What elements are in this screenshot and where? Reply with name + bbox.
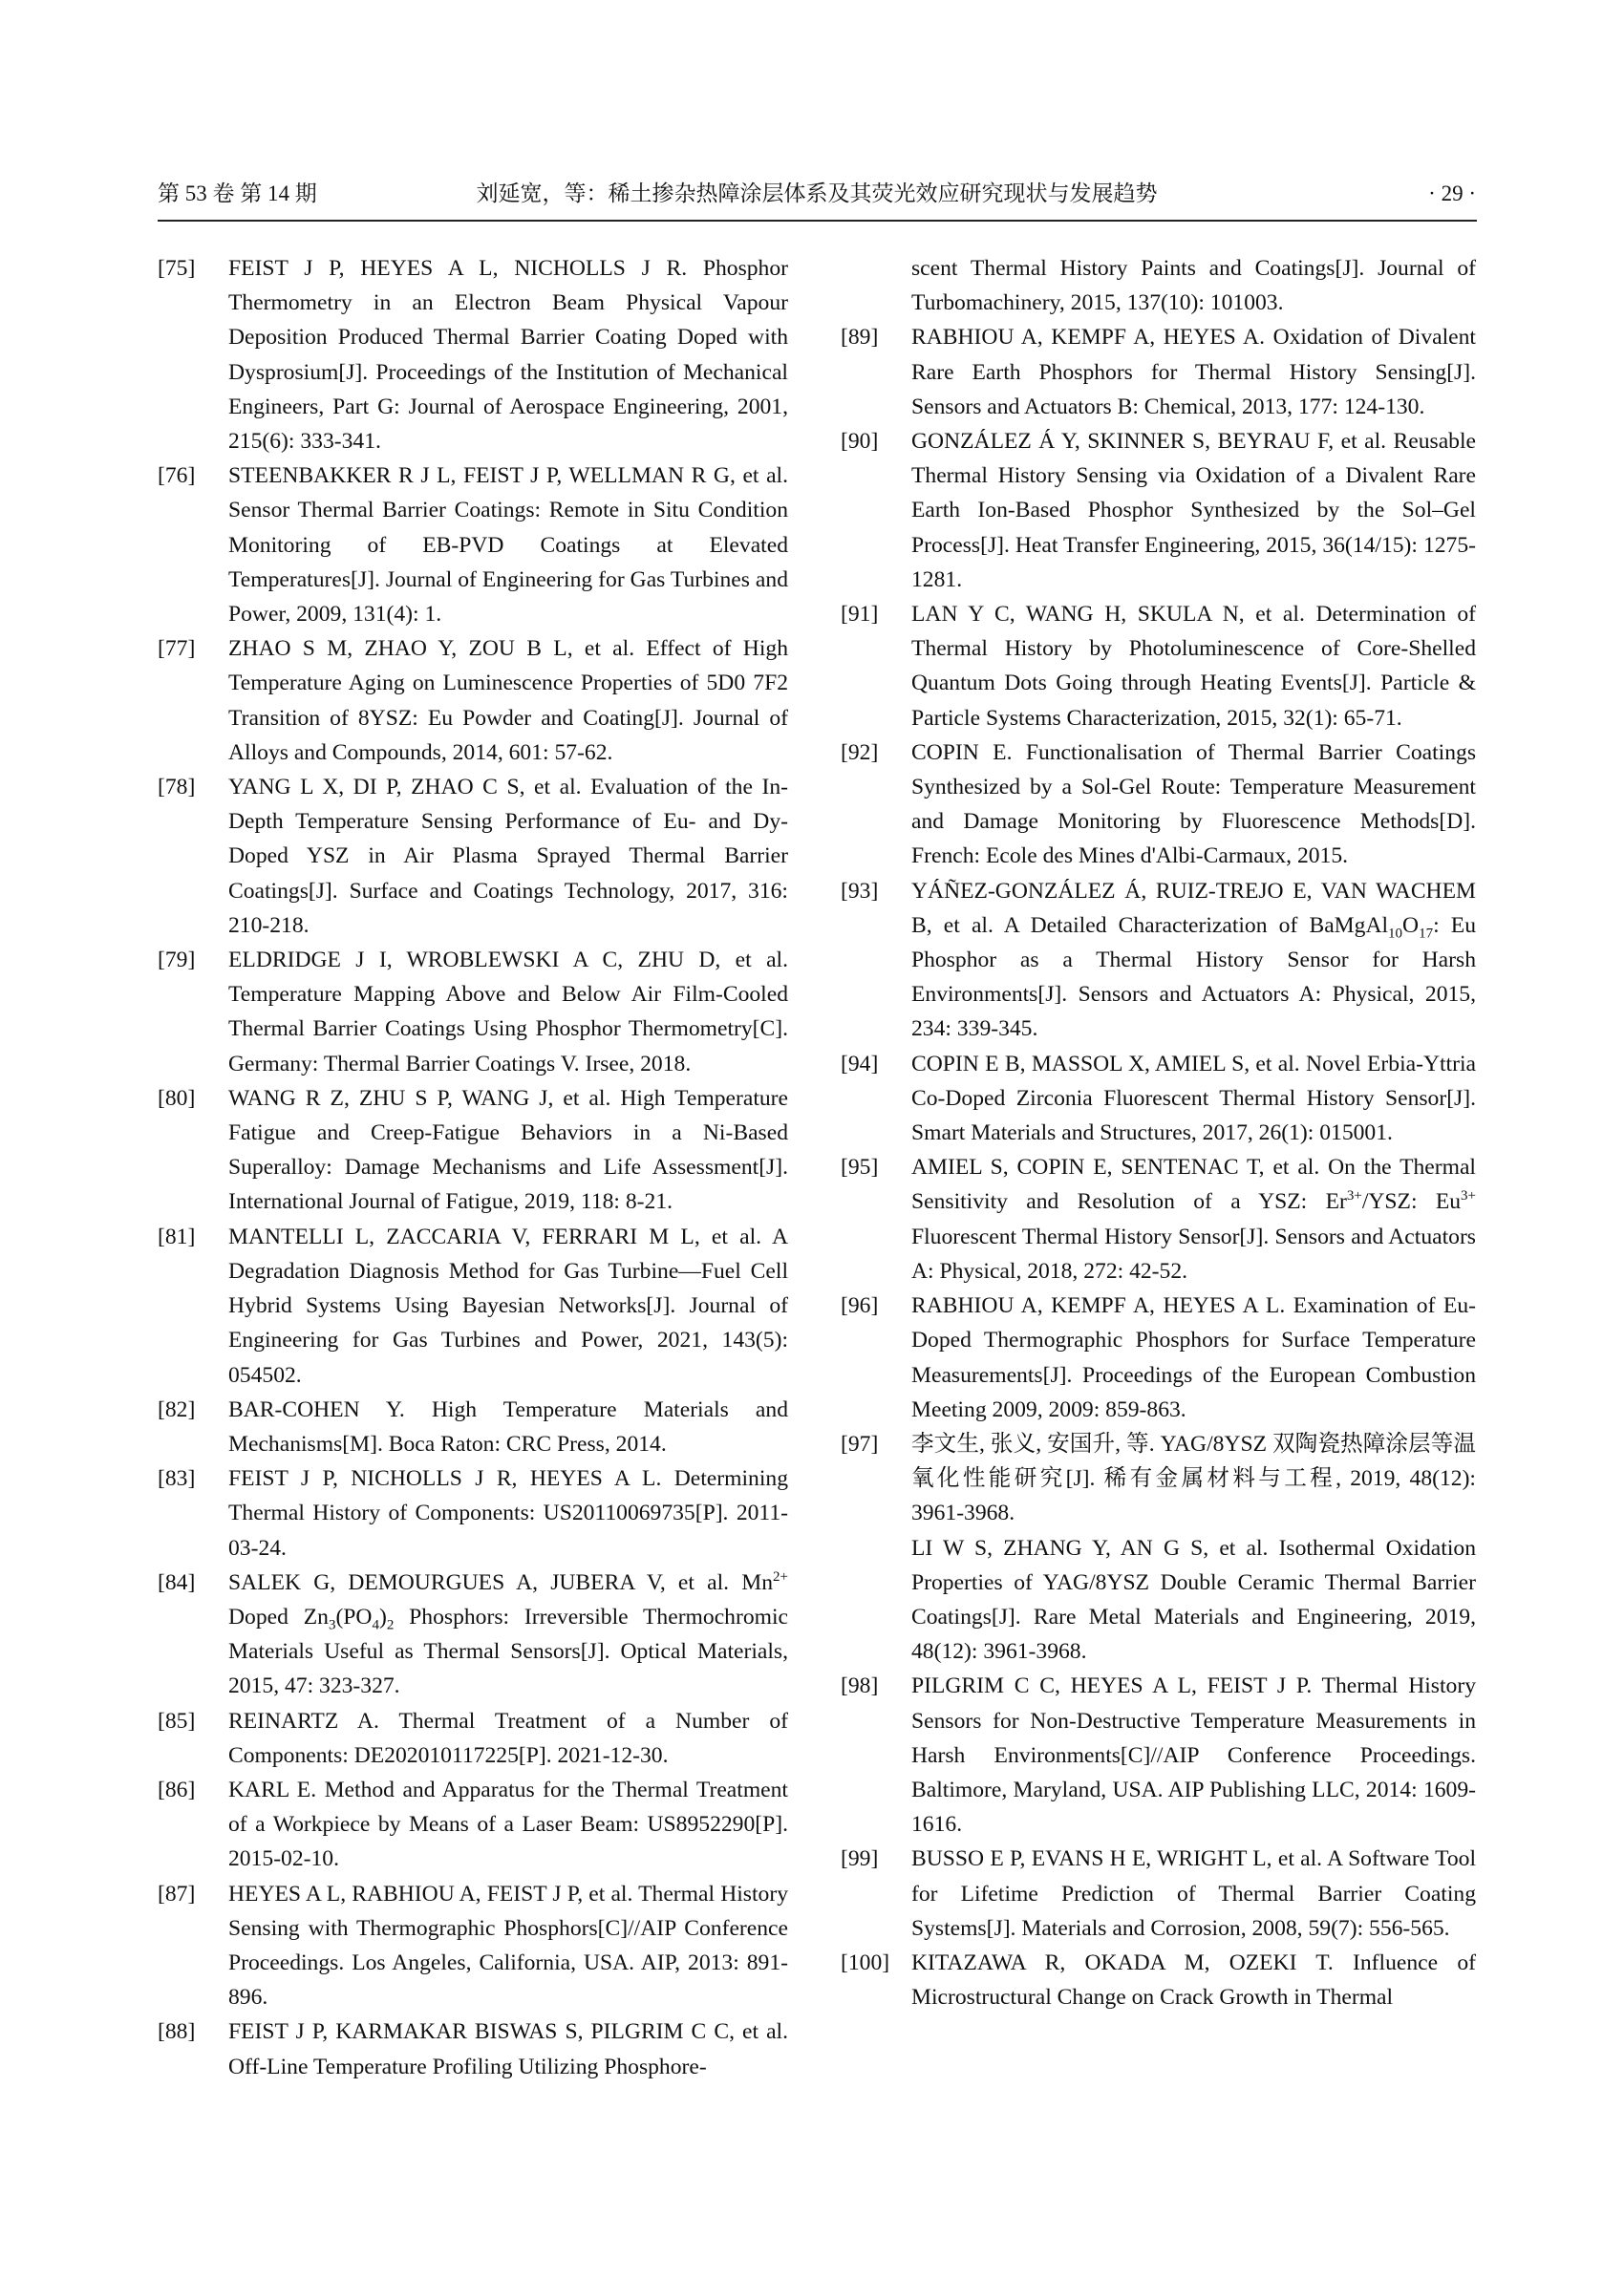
reference-text: SALEK G, DEMOURGUES A, JUBERA V, et al. $Mn^{2+}$ Doped $Zn_3(PO_4)_2$ Phosphors: Irreversible Thermochromic Materials Useful as Thermal Sensors[J]. Optical Materials, 2015, 47: 323-327.	[228, 1568, 789, 1699]
reference-text: STEENBAKKER R J L, FEIST J P, WELLMAN R G, et al. Sensor Thermal Barrier Coatings: Remote in Situ Condition Monitoring of EB-PVD Coatings at Elevated Temperatures[J]. Journal of Engineering for Gas Turbines and Power, 2009, 131(4): 1.	[228, 463, 788, 628]
reference-column-right	[841, 251, 1476, 2014]
reference-text: HEYES A L, RABHIOU A, FEIST J P, et al. Thermal History Sensing with Thermographic Phosphors[C]//AIP Conference Proceedings. Los Angeles, California, USA. AIP, 2013: 891-896.	[228, 1881, 788, 2011]
reference-number: [93]	[841, 878, 879, 904]
reference-number: [79]	[158, 948, 196, 973]
reference-item-translation	[841, 1531, 1476, 1670]
reference-number: [83]	[158, 1466, 196, 1492]
reference-item	[158, 458, 788, 631]
reference-item	[841, 1842, 1476, 1946]
reference-item	[841, 1047, 1476, 1151]
reference-item	[158, 1461, 788, 1566]
reference-number: [85]	[158, 1708, 196, 1734]
reference-item	[841, 424, 1476, 597]
reference-item	[841, 320, 1476, 424]
reference-number: [98]	[841, 1673, 879, 1699]
reference-item	[158, 1393, 788, 1461]
reference-item	[841, 1289, 1476, 1427]
reference-number: [75]	[158, 256, 196, 281]
reference-number: [77]	[158, 636, 196, 662]
running-header	[158, 178, 1476, 218]
reference-text: 李文生, 张义, 安国升, 等. YAG/8YSZ 双陶瓷热障涂层等温氧化性能研究[J]. 稀有金属材料与工程, 2019, 48(12): 3961-3968.	[911, 1431, 1476, 1526]
reference-text: RABHIOU A, KEMPF A, HEYES A L. Examination of Eu-Doped Thermographic Phosphors for Surface Temperature Measurements[J]. Proceedings of the European Combustion Meeting 2009, 2009: 859-863.	[911, 1293, 1476, 1422]
reference-item	[841, 1946, 1476, 2014]
reference-number: [92]	[841, 739, 879, 765]
reference-number: [89]	[841, 325, 879, 351]
reference-number: [97]	[841, 1431, 879, 1457]
reference-text: WANG R Z, ZHU S P, WANG J, et al. High Temperature Fatigue and Creep-Fatigue Behaviors in a Ni-Based Superalloy: Damage Mechanisms and Life Assessment[J]. International Journal of Fatigue, 2019, 118: 8-21.	[228, 1085, 788, 1215]
reference-text: COPIN E B, MASSOL X, AMIEL S, et al. Novel Erbia-Yttria Co-Doped Zirconia Fluorescent Thermal History Sensor[J]. Smart Materials and Structures, 2017, 26(1): 015001.	[911, 1051, 1476, 1146]
reference-item-continued	[841, 251, 1476, 320]
reference-text: YANG L X, DI P, ZHAO C S, et al. Evaluation of the In-Depth Temperature Sensing Performance of Eu- and Dy-Doped YSZ in Air Plasma Sprayed Thermal Barrier Coatings[J]. Surface and Coatings Technology, 2017, 316: 210-218.	[228, 775, 788, 938]
reference-text: FEIST J P, HEYES A L, NICHOLLS J R. Phosphor Thermometry in an Electron Beam Physical Vapour Deposition Produced Thermal Barrier Coating Doped with Dysprosium[J]. Proceedings of the Institution of Mechanical Engineers, Part G: Journal of Aerospace Engineering, 2001, 215(6): 333-341.	[228, 256, 788, 455]
reference-number: [87]	[158, 1881, 196, 1907]
reference-text: RABHIOU A, KEMPF A, HEYES A. Oxidation of Divalent Rare Earth Phosphors for Thermal History Sensing[J]. Sensors and Actuators B: Chemical, 2013, 177: 124-130.	[911, 325, 1476, 419]
reference-text: GONZÁLEZ Á Y, SKINNER S, BEYRAU F, et al. Reusable Thermal History Sensing via Oxidation of a Divalent Rare Earth Ion-Based Phosphor Synthesized by the Sol–Gel Process[J]. Heat Transfer Engineering, 2015, 36(14/15): 1275-1281.	[911, 429, 1476, 592]
reference-text: ELDRIDGE J I, WROBLEWSKI A C, ZHU D, et al. Temperature Mapping Above and Below Air Film-Cooled Thermal Barrier Coatings Using Phosphor Thermometry[C]. Germany: Thermal Barrier Coatings V. Irsee, 2018.	[228, 948, 788, 1076]
reference-item	[841, 1150, 1476, 1289]
reference-text: LI W S, ZHANG Y, AN G S, et al. Isothermal Oxidation Properties of YAG/8YSZ Double Ceramic Thermal Barrier Coatings[J]. Rare Metal Materials and Engineering, 2019, 48(12): 3961-3968.	[911, 1535, 1476, 1665]
reference-text: YÁÑEZ-GONZÁLEZ Á, RUIZ-TREJO E, VAN WACHEM B, et al. A Detailed Characterization of $BaMgAl_{10}O_{17}$: Eu Phosphor as a Thermal History Sensor for Harsh Environments[J]. Sensors and Actuators A: Physical, 2015, 234: 339-345.	[911, 878, 1476, 1042]
reference-text: ZHAO S M, ZHAO Y, ZOU B L, et al. Effect of High Temperature Aging on Luminescence Properties of 5D0 7F2 Transition of 8YSZ: Eu Powder and Coating[J]. Journal of Alloys and Compounds, 2014, 601: 57-62.	[228, 636, 788, 765]
reference-item	[158, 1566, 788, 1704]
reference-text: FEIST J P, KARMAKAR BISWAS S, PILGRIM C C, et al. Off-Line Temperature Profiling Utilizing Phosphore-	[228, 2019, 788, 2079]
reference-text: PILGRIM C C, HEYES A L, FEIST J P. Thermal History Sensors for Non-Destructive Temperature Measurements in Harsh Environments[C]//AIP Conference Proceedings. Baltimore, Maryland, USA. AIP Publishing LLC, 2014: 1609-1616.	[911, 1673, 1476, 1838]
reference-number: [84]	[158, 1569, 196, 1595]
reference-item	[158, 1877, 788, 2015]
reference-number: [82]	[158, 1396, 196, 1422]
reference-number: [100]	[841, 1950, 890, 1975]
reference-item	[841, 1669, 1476, 1842]
reference-text: LAN Y C, WANG H, SKULA N, et al. Determination of Thermal History by Photoluminescence of Core-Shelled Quantum Dots Going through Heating Events[J]. Particle & Particle Systems Characterization, 2015, 32(1): 65-71.	[911, 602, 1476, 731]
reference-text: FEIST J P, NICHOLLS J R, HEYES A L. Determining Thermal History of Components: US20110069735[P]. 2011-03-24.	[228, 1466, 788, 1561]
reference-number: [94]	[841, 1051, 879, 1076]
reference-text: BUSSO E P, EVANS H E, WRIGHT L, et al. A Software Tool for Lifetime Prediction of Thermal Barrier Coating Systems[J]. Materials and Corrosion, 2008, 59(7): 556-565.	[911, 1846, 1476, 1941]
reference-text: KITAZAWA R, OKADA M, OZEKI T. Influence of Microstructural Change on Crack Growth in Thermal	[911, 1950, 1476, 2011]
reference-text: REINARTZ A. Thermal Treatment of a Number of Components: DE202010117225[P]. 2021-12-30.	[228, 1708, 788, 1768]
reference-number: [86]	[158, 1777, 196, 1802]
reference-item	[841, 1427, 1476, 1531]
reference-number: [88]	[158, 2019, 196, 2045]
reference-item	[158, 770, 788, 943]
reference-item	[158, 251, 788, 458]
reference-item	[158, 1773, 788, 1877]
page-number: · 29 ·	[1428, 181, 1476, 205]
reference-item	[841, 735, 1476, 874]
reference-item	[841, 597, 1476, 735]
reference-text: MANTELLI L, ZACCARIA V, FERRARI M L, et al. A Degradation Diagnosis Method for Gas Turbine—Fuel Cell Hybrid Systems Using Bayesian Networks[J]. Journal of Engineering for Gas Turbines and Power, 2021, 143(5): 054502.	[228, 1224, 788, 1388]
reference-item	[158, 631, 788, 770]
reference-text: AMIEL S, COPIN E, SENTENAC T, et al. On the Thermal Sensitivity and Resolution of a YSZ: $Er^{3+}$/YSZ: $Eu^{3+}$ Fluorescent Thermal History Sensor[J]. Sensors and Actuators A: Physical, 2018, 272: 42-52.	[911, 1155, 1476, 1284]
reference-item	[158, 2014, 788, 2083]
reference-number: [80]	[158, 1085, 196, 1111]
reference-number: [91]	[841, 602, 879, 628]
header-rule	[158, 220, 1477, 222]
reference-item	[158, 1220, 788, 1393]
reference-number: [96]	[841, 1293, 879, 1319]
running-title: 刘延宽，等：稀土掺杂热障涂层体系及其荧光效应研究现状与发展趋势	[476, 181, 1158, 205]
reference-text: COPIN E. Functionalisation of Thermal Barrier Coatings Synthesized by a Sol-Gel Route: Temperature Measurement and Damage Monitoring by Fluorescence Methods[D]. French: Ecole des Mines d'Albi-Carmaux, 2015.	[911, 739, 1476, 869]
volume-issue: 第 53 卷 第 14 期	[158, 181, 317, 205]
reference-number: [95]	[841, 1155, 879, 1181]
reference-column-left	[158, 251, 788, 2084]
reference-text: BAR-COHEN Y. High Temperature Materials and Mechanisms[M]. Boca Raton: CRC Press, 2014.	[228, 1396, 788, 1457]
reference-number: [81]	[158, 1224, 196, 1249]
reference-number: [76]	[158, 463, 196, 489]
reference-item	[158, 943, 788, 1081]
reference-item	[841, 874, 1476, 1047]
reference-text: KARL E. Method and Apparatus for the Thermal Treatment of a Workpiece by Means of a Laser Beam: US8952290[P]. 2015-02-10.	[228, 1777, 788, 1872]
reference-number: [90]	[841, 429, 879, 455]
reference-number: [78]	[158, 775, 196, 800]
reference-item	[158, 1081, 788, 1220]
reference-text: scent Thermal History Paints and Coatings[J]. Journal of Turbomachinery, 2015, 137(10): 101003.	[911, 256, 1476, 316]
reference-number: [99]	[841, 1846, 879, 1872]
reference-item	[158, 1704, 788, 1773]
